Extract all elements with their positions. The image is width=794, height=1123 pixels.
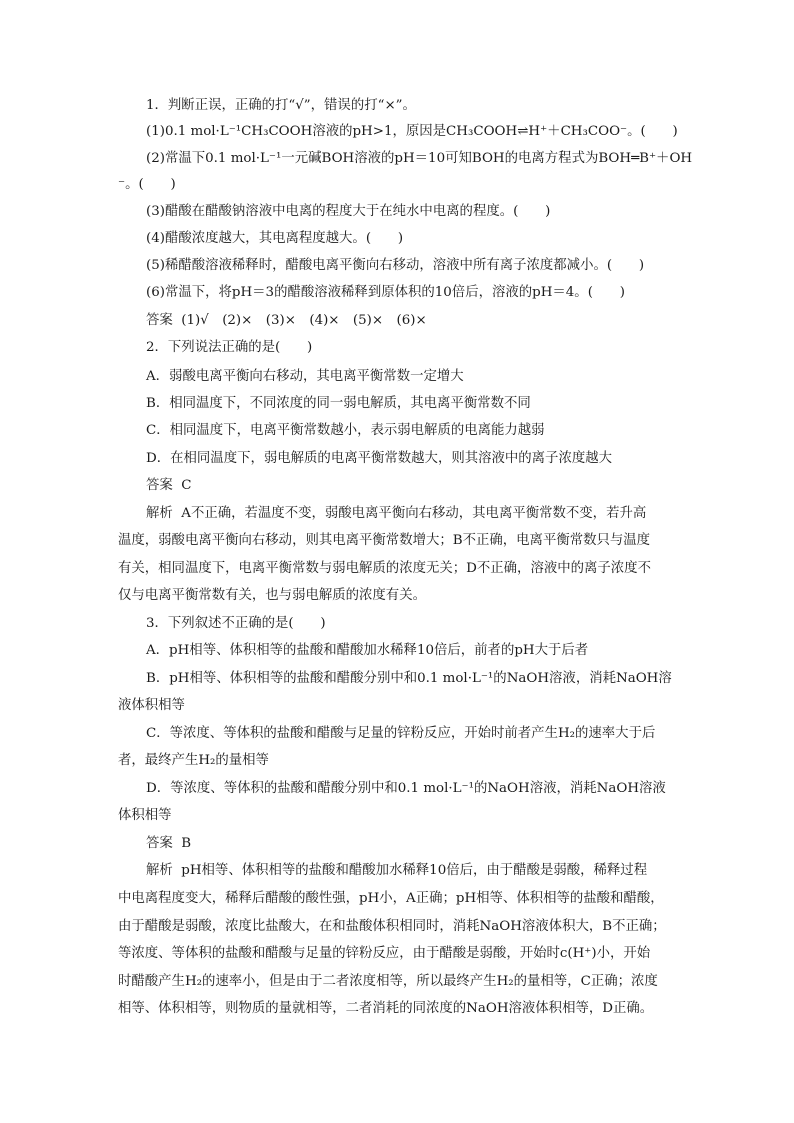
answer-label: 答案	[146, 836, 173, 851]
analysis-label: 解析	[146, 863, 173, 878]
q1-item-6: (6)常温下，将pH＝3的醋酸溶液稀释到原体积的10倍后，溶液的pH＝4。( )	[146, 285, 625, 300]
q2-answer-line	[146, 477, 706, 495]
q3-option-d: D．等浓度、等体积的盐酸和醋酸分别中和0.1 mol·L⁻¹的NaOH溶液，消耗NaOH溶液	[146, 781, 666, 796]
q1-item-4: (4)醋酸浓度越大，其电离程度越大。( )	[146, 231, 404, 246]
q1-answer: (1)√ (2)× (3)× (4)× (5)× (6)×	[181, 313, 427, 328]
q1-item-5: (5)稀醋酸溶液稀释时，醋酸电离平衡向右移动，溶液中所有离子浓度都减小。( )	[146, 258, 645, 273]
q2-analysis-line-4: 仅与电离平衡常数有关，也与弱电解质的浓度有关。	[118, 588, 426, 603]
q2-option-b: B．相同温度下，不同浓度的同一弱电解质，其电离平衡常数不同	[146, 396, 531, 411]
q1-item-3: (3)醋酸在醋酸钠溶液中电离的程度大于在纯水中电离的程度。( )	[146, 204, 551, 219]
answer-label: 答案	[146, 313, 173, 328]
q3-option-c: C．等浓度、等体积的盐酸和醋酸与足量的锌粉反应，开始时前者产生H₂的速率大于后	[146, 726, 656, 741]
q3-option-c-cont: 者，最终产生H₂的量相等	[118, 753, 269, 768]
q3-analysis-line-3: 由于醋酸是弱酸，浓度比盐酸大，在和盐酸体积相同时，消耗NaOH溶液体积大，B不正确；	[118, 919, 666, 934]
q1-item-2: (2)常温下0.1 mol·L⁻¹一元碱BOH溶液的pH＝10可知BOH的电离方程式为BOH═B⁺＋OH	[146, 151, 693, 166]
q3-title: 3．下列叙述不正确的是( )	[146, 616, 326, 631]
analysis-label: 解析	[146, 506, 173, 521]
q2-option-a: A．弱酸电离平衡向右移动，其电离平衡常数一定增大	[146, 369, 464, 384]
q3-analysis-line-2: 中电离程度变大，稀释后醋酸的酸性强，pH小，A正确；pH相等、体积相等的盐酸和醋酸，	[118, 891, 664, 906]
q2-analysis-line-1	[146, 505, 706, 523]
q2-analysis-line-3: 有关，相同温度下，电离平衡常数与弱电解质的浓度无关；D不正确，溶液中的离子浓度不	[118, 561, 651, 576]
q3-analysis-text-1: pH相等、体积相等的盐酸和醋酸加水稀释10倍后，由于醋酸是弱酸，稀释过程	[181, 863, 648, 878]
q2-option-d: D．在相同温度下，弱电解质的电离平衡常数越大，则其溶液中的离子浓度越大	[146, 451, 613, 466]
q3-option-d-cont: 体积相等	[118, 808, 172, 823]
q2-title: 2．下列说法正确的是( )	[146, 340, 313, 355]
q1-answer-line	[146, 312, 706, 330]
q2-option-c: C．相同温度下，电离平衡常数越小，表示弱电解质的电离能力越弱	[146, 423, 545, 438]
q3-analysis-line-1	[146, 862, 706, 880]
answer-label: 答案	[146, 478, 173, 493]
q1-title: 1．判断正误，正确的打“√”，错误的打“×”。	[146, 98, 416, 113]
q3-answer: B	[181, 836, 192, 851]
q1-item-1: (1)0.1 mol·L⁻¹CH₃COOH溶液的pH>1，原因是CH₃COOH⇌H⁺＋CH₃COO⁻。( )	[146, 124, 678, 139]
q2-analysis-line-2: 温度，弱酸电离平衡向右移动，则其电离平衡常数增大；B不正确，电离平衡常数只与温度	[118, 533, 651, 548]
q1-item-2-cont: ⁻。( )	[118, 177, 176, 192]
q3-answer-line	[146, 835, 706, 853]
q3-analysis-line-6: 相等、体积相等，则物质的量就相等，二者消耗的同浓度的NaOH溶液体积相等，D正确。	[118, 1001, 654, 1016]
q2-analysis-text-1: A不正确，若温度不变，弱酸电离平衡向右移动，其电离平衡常数不变，若升高	[181, 506, 647, 521]
q3-analysis-line-5: 时醋酸产生H₂的速率小，但是由于二者浓度相等，所以最终产生H₂的量相等，C正确；浓度	[118, 974, 658, 989]
q3-option-a: A．pH相等、体积相等的盐酸和醋酸加水稀释10倍后，前者的pH大于后者	[146, 643, 589, 658]
q3-analysis-line-4: 等浓度、等体积的盐酸和醋酸与足量的锌粉反应，由于醋酸是弱酸，开始时c(H⁺)小，开始	[118, 946, 651, 961]
q3-option-b: B．pH相等、体积相等的盐酸和醋酸分别中和0.1 mol·L⁻¹的NaOH溶液，消耗NaOH溶	[146, 671, 672, 686]
q2-answer: C	[181, 478, 192, 493]
q3-option-b-cont: 液体积相等	[118, 698, 185, 713]
